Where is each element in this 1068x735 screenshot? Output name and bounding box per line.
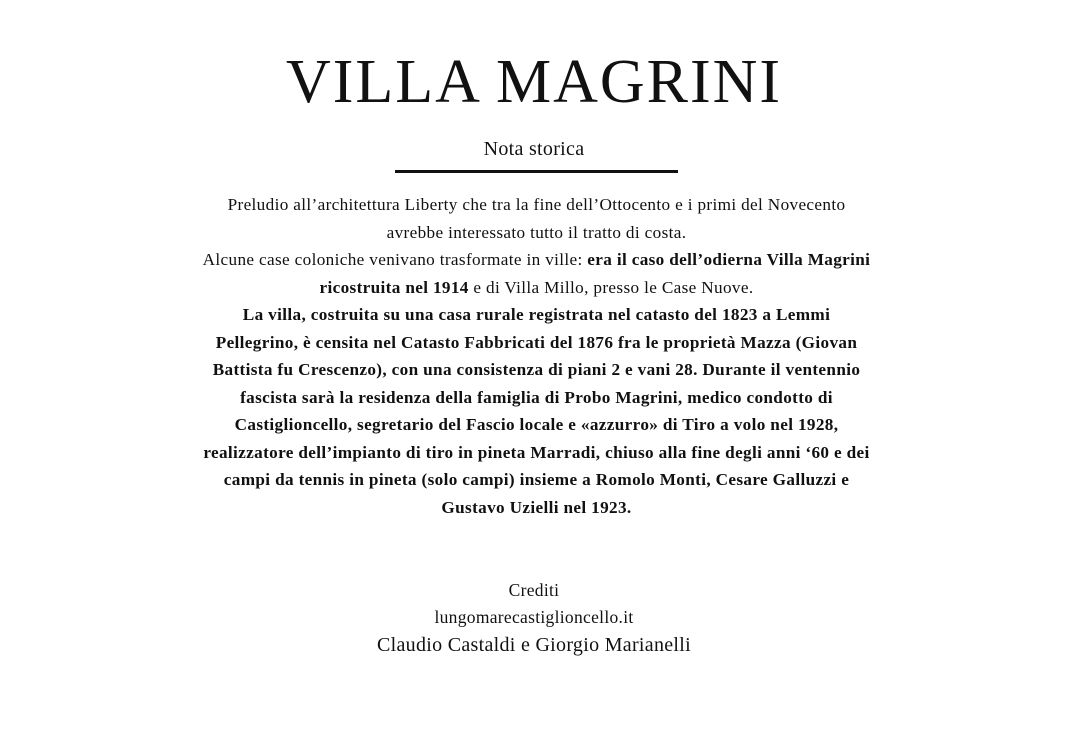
paragraph-history bbox=[200, 301, 873, 521]
credits-website: lungomarecastiglioncello.it bbox=[434, 607, 634, 627]
credits-authors: Claudio Castaldi e Giorgio Marianelli bbox=[376, 634, 691, 656]
credits-label: Crediti bbox=[508, 580, 560, 600]
historical-note bbox=[200, 191, 873, 521]
paragraph-case-highlight: era il caso dell’odierna Villa Magrini ricostruita nel 1914 bbox=[319, 250, 871, 297]
paragraph-case-text-a: Alcune case coloniche venivano trasformate in ville: bbox=[202, 250, 588, 269]
paragraph-intro: Preludio all’architettura Liberty che tra la fine dell’Ottocento e i primi del Novecento avrebbe interessato tutto il tratto di costa. bbox=[227, 195, 846, 242]
credits-block bbox=[0, 577, 1068, 659]
page-subtitle: Nota storica bbox=[483, 138, 585, 160]
title-divider bbox=[395, 170, 678, 173]
paragraph-history-bold: La villa, costruita su una casa rurale registrata nel catasto del 1823 a Lemmi Pellegrino, è censita nel Catasto Fabbricati del 1876 fra le proprietà Mazza (Giovan Battista fu Crescenzo), con una consistenza di piani 2 e vani 28. Durante il ventennio fascista sarà la residenza della famiglia di Probo Magrini, medico condotto di Castiglioncello, segretario del Fascio locale e «azzurro» di Tiro a volo nel 1928, realizzatore dell’impianto di tiro in pineta Marradi, chiuso alla fine degli anni ‘60 e dei campi da tennis in pineta (solo campi) insieme a Romolo Monti, Cesare Galluzzi e Gustavo Uzielli nel 1923. bbox=[203, 305, 870, 517]
page-title: VILLA MAGRINI bbox=[285, 48, 783, 116]
paragraph-case-coloniche bbox=[200, 246, 873, 301]
paragraph-case-text-b: e di Villa Millo, presso le Case Nuove. bbox=[468, 277, 754, 297]
